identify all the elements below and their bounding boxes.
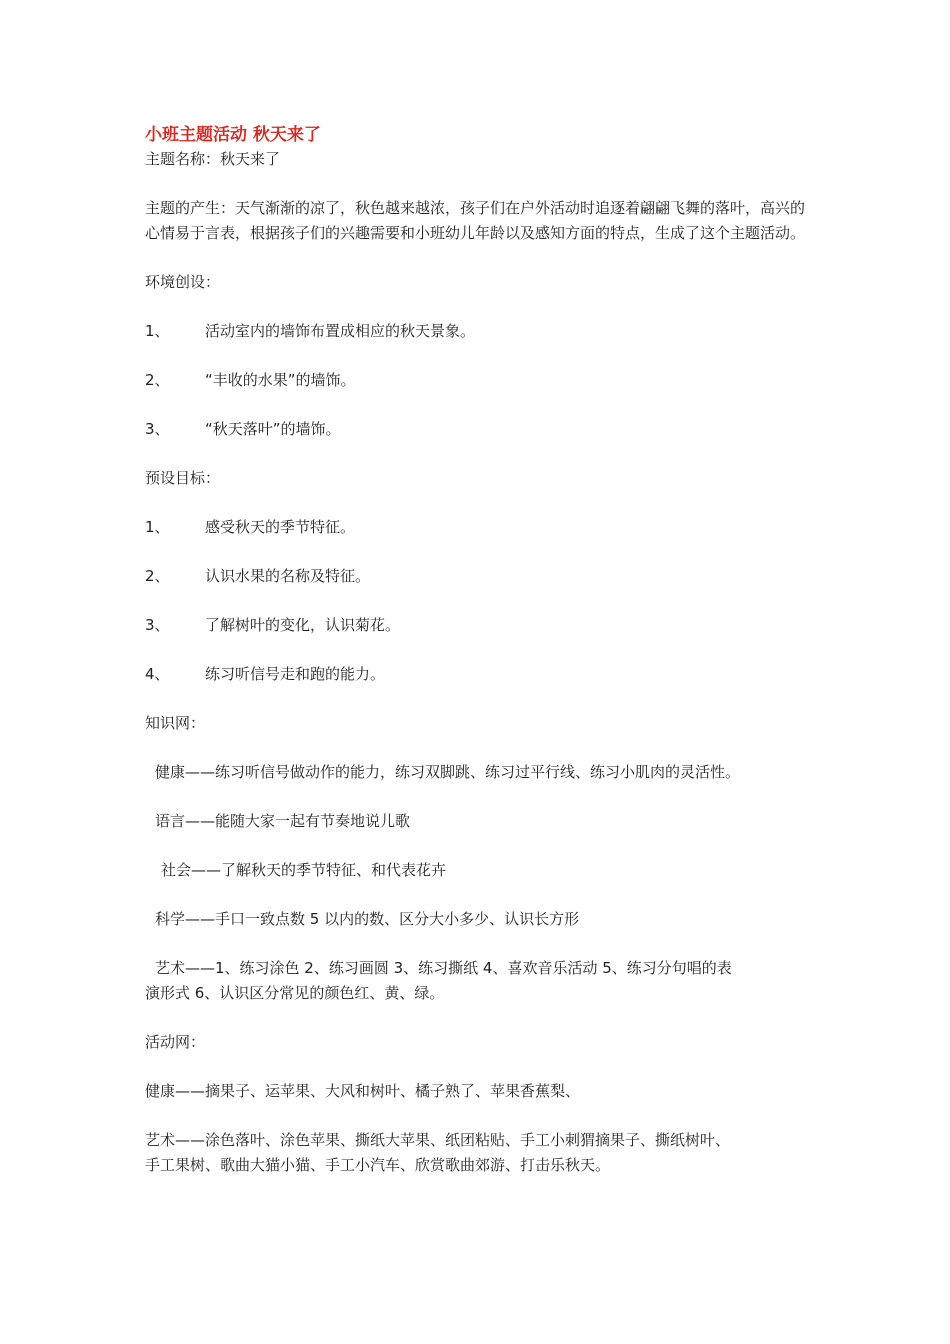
list-text: 了解树叶的变化，认识菊花。 xyxy=(205,616,401,634)
list-text: 练习听信号走和跑的能力。 xyxy=(205,665,386,683)
knowledge-art-line2: 演形式 6、认识区分常见的颜色红、黄、绿。 xyxy=(145,984,445,1002)
environment-item xyxy=(145,319,810,344)
goal-item xyxy=(145,515,810,540)
knowledge-science: 科学——手口一致点数 5 以内的数、区分大小多少、认识长方形 xyxy=(155,910,580,928)
list-number: 3、 xyxy=(145,420,170,438)
goal-item xyxy=(145,613,810,638)
list-text: “秋天落叶”的墙饰。 xyxy=(205,420,341,438)
list-text: 认识水果的名称及特征。 xyxy=(205,567,371,585)
knowledge-art-line1: 艺术——1、练习涂色 2、练习画圆 3、练习撕纸 4、喜欢音乐活动 5、练习分句唱的表 xyxy=(155,959,732,977)
goal-item xyxy=(145,564,810,589)
knowledge-language: 语言——能随大家一起有节奏地说儿歌 xyxy=(155,812,411,830)
goal-item xyxy=(145,662,810,687)
knowledge-society: 社会——了解秋天的季节特征、和代表花卉 xyxy=(161,861,447,879)
theme-name: 主题名称：秋天来了 xyxy=(145,150,281,168)
list-number: 1、 xyxy=(145,322,170,340)
activities-art-line2: 手工果树、歌曲大猫小猫、手工小汽车、欣赏歌曲郊游、打击乐秋天。 xyxy=(145,1156,611,1174)
knowledge-health: 健康——练习听信号做动作的能力，练习双脚跳、练习过平行线、练习小肌肉的灵活性。 xyxy=(155,763,741,781)
document-page xyxy=(145,120,810,1178)
environment-item xyxy=(145,417,810,442)
activities-health: 健康——摘果子、运苹果、大风和树叶、橘子熟了、苹果香蕉梨、 xyxy=(145,1082,581,1100)
list-text: 活动室内的墙饰布置成相应的秋天景象。 xyxy=(205,322,476,340)
list-number: 2、 xyxy=(145,567,170,585)
list-number: 3、 xyxy=(145,616,170,634)
knowledge-heading: 知识网： xyxy=(145,714,206,732)
document-title: 小班主题活动 秋天来了 xyxy=(145,125,321,145)
activities-heading: 活动网： xyxy=(145,1033,206,1051)
list-text: “丰收的水果”的墙饰。 xyxy=(205,371,356,389)
list-number: 4、 xyxy=(145,665,170,683)
list-text: 感受秋天的季节特征。 xyxy=(205,518,356,536)
goals-heading: 预设目标： xyxy=(145,469,221,487)
environment-item xyxy=(145,368,810,393)
list-number: 1、 xyxy=(145,518,170,536)
activities-art-line1: 艺术——涂色落叶、涂色苹果、撕纸大苹果、纸团粘贴、手工小刺猬摘果子、撕纸树叶、 xyxy=(145,1131,731,1149)
theme-origin: 主题的产生：天气渐渐的凉了，秋色越来越浓，孩子们在户外活动时追逐着翩翩飞舞的落叶，高兴的心情易于言表，根据孩子们的兴趣需要和小班幼儿年龄以及感知方面的特点，生成了这个主题活动。 xyxy=(145,199,806,242)
list-number: 2、 xyxy=(145,371,170,389)
environment-heading: 环境创设： xyxy=(145,273,221,291)
